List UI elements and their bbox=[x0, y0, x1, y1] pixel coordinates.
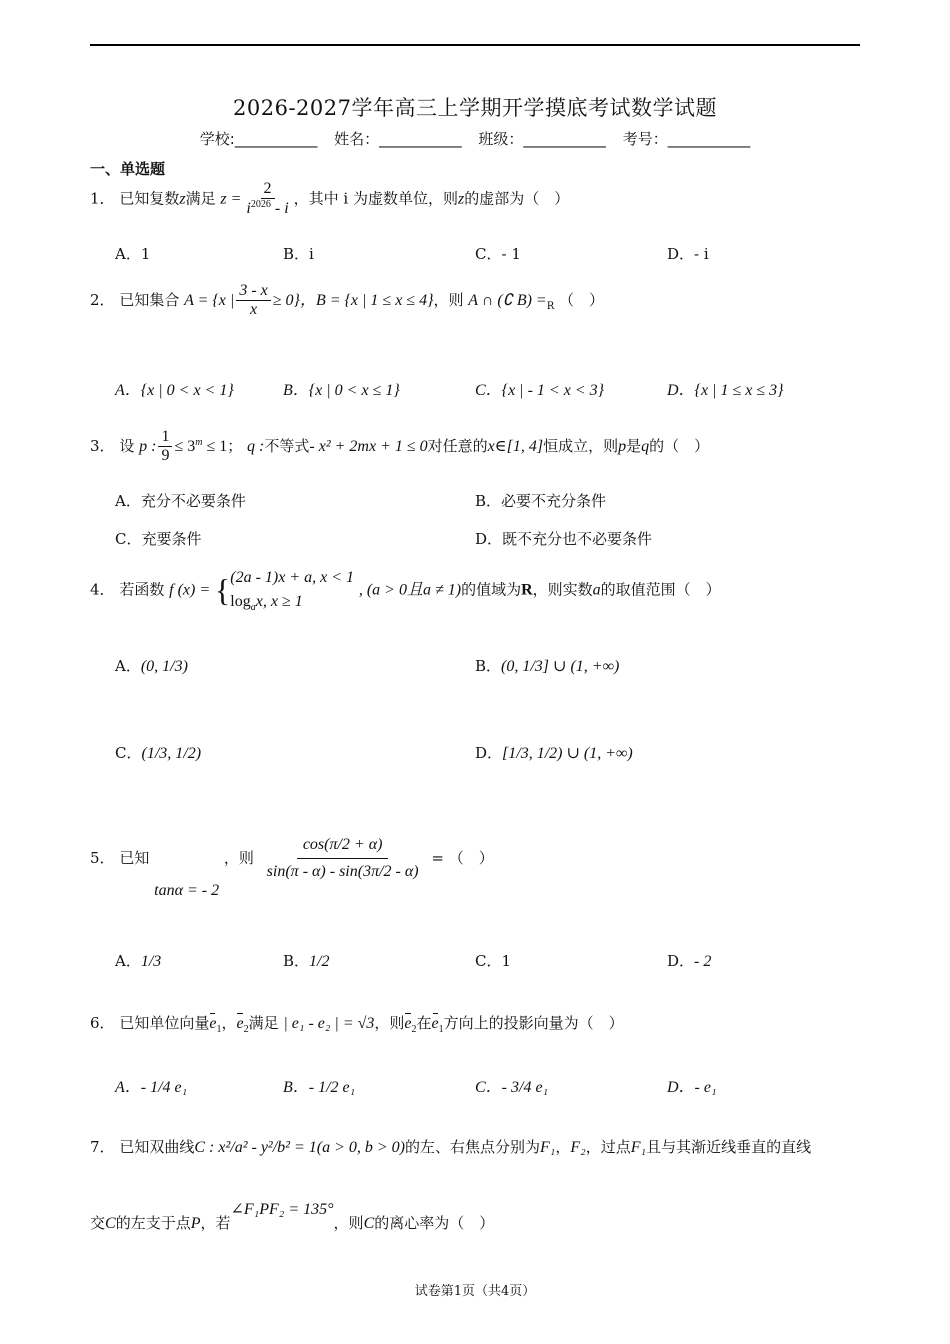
math-var: R bbox=[521, 581, 533, 599]
fraction: $\frac{1}{9}$ bbox=[158, 428, 172, 466]
question-4 bbox=[90, 566, 721, 615]
math-var: C bbox=[363, 1215, 375, 1232]
header-rule bbox=[90, 44, 860, 46]
q6-option-d[interactable]: D．- e₁ bbox=[667, 1079, 717, 1096]
fraction: $\frac{2}{i^{2026} - i}$ bbox=[246, 180, 289, 218]
math-expr: , (a > 0且a ≠ 1) bbox=[358, 581, 462, 599]
math-expr: ，B = {x | 1 ≤ x ≤ 4} bbox=[299, 291, 434, 309]
math-var: F₂ bbox=[570, 1139, 586, 1156]
math-expr: A = {x | bbox=[184, 291, 235, 309]
question-text: 的值域为 bbox=[461, 580, 522, 599]
q4-option-b[interactable]: B．(0, 1/3] ∪ (1, +∞) bbox=[475, 657, 620, 675]
question-text: 的左支于点 bbox=[115, 1214, 191, 1232]
question-text: 满足 bbox=[248, 1014, 279, 1032]
student-info bbox=[0, 128, 950, 149]
q6-option-b[interactable]: B．- 1/2 e₁ bbox=[283, 1079, 356, 1096]
question-text: 的取值范围（ ） bbox=[600, 580, 721, 599]
vector-e1: e bbox=[431, 1015, 439, 1032]
q2-option-c[interactable]: C．{x | - 1 < x < 3} bbox=[475, 382, 604, 399]
question-text: 满足 bbox=[185, 189, 216, 208]
q2-option-a[interactable]: A．{x | 0 < x < 1} bbox=[115, 382, 234, 399]
question-text: 方向上的投影向量为（ ） bbox=[443, 1014, 624, 1032]
math-var: q bbox=[641, 437, 650, 455]
question-text: 设 bbox=[119, 436, 135, 455]
q1-option-d[interactable]: D．- i bbox=[667, 245, 709, 263]
question-7: 7． 已知双曲线C : x²/a² - y²/b² = 1(a > 0, b > 0)的左、右焦点分别为F₁，F₂，过点F₁且与其渐近线垂直的直线 bbox=[90, 1138, 812, 1156]
question-text: 的左、右焦点分别为 bbox=[405, 1138, 541, 1156]
question-7-line-2 bbox=[90, 1201, 495, 1233]
question-text: 交 bbox=[90, 1214, 106, 1232]
question-text: 已知双曲线 bbox=[119, 1138, 195, 1156]
math-var: P bbox=[190, 1215, 201, 1232]
math-expr: z = bbox=[220, 190, 242, 208]
question-text: ，则 bbox=[223, 848, 254, 867]
question-text: 的（ ） bbox=[649, 436, 710, 455]
q4-option-c[interactable]: C．(1/3, 1/2) bbox=[115, 744, 202, 762]
math-expr: x∈[1, 4] bbox=[487, 437, 544, 455]
q5-option-d[interactable]: D．- 2 bbox=[667, 952, 712, 970]
question-5 bbox=[90, 832, 494, 899]
q4-option-a[interactable]: A．(0, 1/3) bbox=[115, 657, 188, 675]
q3-option-a[interactable]: A．充分不必要条件 bbox=[115, 492, 246, 510]
class-field[interactable]: 班级：___________ bbox=[478, 130, 606, 148]
name-field[interactable]: 姓名：___________ bbox=[334, 130, 462, 148]
section-heading: 一、单选题 bbox=[90, 160, 166, 178]
q2-option-b[interactable]: B．{x | 0 < x ≤ 1} bbox=[283, 382, 400, 399]
math-expr: ∠F₁PF₂ = 135° bbox=[230, 1201, 334, 1218]
q5-option-b[interactable]: B．1/2 bbox=[283, 952, 330, 970]
math-var: F₁ bbox=[630, 1139, 647, 1156]
vector-e2: e bbox=[236, 1015, 244, 1032]
question-number: 2． bbox=[90, 290, 115, 309]
q6-option-a[interactable]: A．- 1/4 e₁ bbox=[115, 1079, 188, 1096]
math-var: z bbox=[179, 190, 186, 208]
math-var: a bbox=[592, 581, 601, 599]
number-field[interactable]: 考号：___________ bbox=[622, 130, 751, 148]
question-1 bbox=[90, 180, 569, 219]
question-number: 6． bbox=[90, 1014, 115, 1032]
piecewise: { (2a - 1)x + a, x < 1 $\log_ax$, x ≥ 1 bbox=[214, 569, 355, 613]
math-sup: m bbox=[195, 436, 203, 448]
math-expr: ≤ 1 bbox=[202, 437, 228, 455]
math-var: p bbox=[618, 437, 627, 455]
question-text: ，过点 bbox=[585, 1138, 631, 1156]
math-expr: p : bbox=[139, 437, 157, 455]
math-expr: ≤ 3 bbox=[174, 437, 196, 455]
question-text: ，其中 i 为虚数单位，则 bbox=[293, 189, 458, 208]
question-text: 已知 bbox=[119, 848, 150, 867]
q3-option-c[interactable]: C．充要条件 bbox=[115, 530, 202, 548]
question-text: 不等式 bbox=[264, 436, 310, 455]
q5-option-c[interactable]: C．1 bbox=[475, 952, 512, 970]
q1-option-b[interactable]: B．i bbox=[283, 245, 314, 263]
question-number: 5． bbox=[90, 848, 115, 867]
q2-option-d[interactable]: D．{x | 1 ≤ x ≤ 3} bbox=[667, 382, 784, 399]
question-text: 已知复数 bbox=[119, 189, 180, 208]
question-text: （ ） bbox=[559, 290, 605, 309]
vector-e2: e bbox=[404, 1015, 412, 1032]
question-number: 4． bbox=[90, 580, 115, 599]
math-sub: R bbox=[546, 300, 555, 312]
question-text: 恒成立，则 bbox=[543, 436, 619, 455]
vector-e1: e bbox=[209, 1015, 217, 1032]
math-expr: A ∩ (∁ B) = bbox=[468, 291, 547, 309]
q5-option-a[interactable]: A．1/3 bbox=[115, 952, 162, 970]
question-text: 且与其渐近线垂直的直线 bbox=[646, 1138, 812, 1156]
math-expr: C : x²/a² - y²/b² = 1(a > 0, b > 0) bbox=[194, 1139, 405, 1156]
question-text: 的虚部为（ ） bbox=[464, 189, 570, 208]
question-text: ，则 bbox=[333, 1214, 364, 1232]
math-expr: | e₁ - e₂ | = √3 bbox=[283, 1015, 375, 1032]
question-text: ，若 bbox=[200, 1214, 231, 1232]
math-expr: ≥ 0} bbox=[272, 291, 300, 309]
q1-option-c[interactable]: C．- 1 bbox=[475, 245, 521, 263]
q3-option-d[interactable]: D．既不充分也不必要条件 bbox=[475, 530, 653, 548]
math-expr: tanα = - 2 bbox=[154, 881, 220, 899]
math-expr: f (x) = bbox=[169, 581, 211, 599]
question-text: ，则 bbox=[374, 1014, 405, 1032]
page-footer: 试卷第1页（共4页） bbox=[414, 1284, 536, 1299]
math-var: C bbox=[105, 1215, 116, 1232]
question-2 bbox=[90, 282, 604, 320]
question-text: = （ ） bbox=[431, 848, 494, 867]
question-text: 已知单位向量 bbox=[119, 1014, 210, 1032]
math-var: F₁ bbox=[540, 1139, 556, 1156]
question-number: 7． bbox=[90, 1138, 115, 1156]
q3-option-b[interactable]: B．必要不充分条件 bbox=[475, 492, 607, 510]
question-text: ，则 bbox=[433, 290, 464, 309]
page-title: 2026-2027学年高三上学期开学摸底考试数学试题 bbox=[233, 96, 717, 120]
question-text: 的离心率为（ ） bbox=[374, 1214, 495, 1232]
question-text: 是 bbox=[626, 436, 642, 455]
question-6: 6． 已知单位向量$e_1$，$e_2$满足 | e₁ - e₂ | = √3，则$e_2$在$e_1$方向上的投影向量为（ ） bbox=[90, 1014, 624, 1035]
fraction: $\frac{\cos(\pi/2 + \alpha)}{\sin(\pi - \alpha) - \sin(3\pi/2 - \alpha)}$ bbox=[261, 832, 425, 886]
question-text: 已知集合 bbox=[119, 290, 180, 309]
fraction: $\frac{3 - x}{x}$ bbox=[236, 282, 270, 320]
q4-option-d[interactable]: D．[1/3, 1/2) ∪ (1, +∞) bbox=[475, 744, 633, 762]
math-expr: q : bbox=[247, 437, 265, 455]
math-expr: - x² + 2mx + 1 ≤ 0 bbox=[309, 437, 428, 455]
question-3 bbox=[90, 428, 709, 466]
question-text: ，则实数 bbox=[532, 580, 593, 599]
question-text: 在 bbox=[416, 1014, 432, 1032]
school-field[interactable]: 学校:___________ bbox=[199, 130, 318, 148]
question-text: 对任意的 bbox=[427, 436, 488, 455]
question-text: 若函数 bbox=[119, 580, 165, 599]
q6-option-c[interactable]: C．- 3/4 e₁ bbox=[475, 1079, 549, 1096]
q1-option-a[interactable]: A．1 bbox=[115, 245, 151, 263]
question-number: 3． bbox=[90, 436, 115, 455]
question-text: ； bbox=[227, 436, 243, 455]
question-number: 1． bbox=[90, 189, 115, 208]
math-var: z bbox=[457, 190, 465, 208]
